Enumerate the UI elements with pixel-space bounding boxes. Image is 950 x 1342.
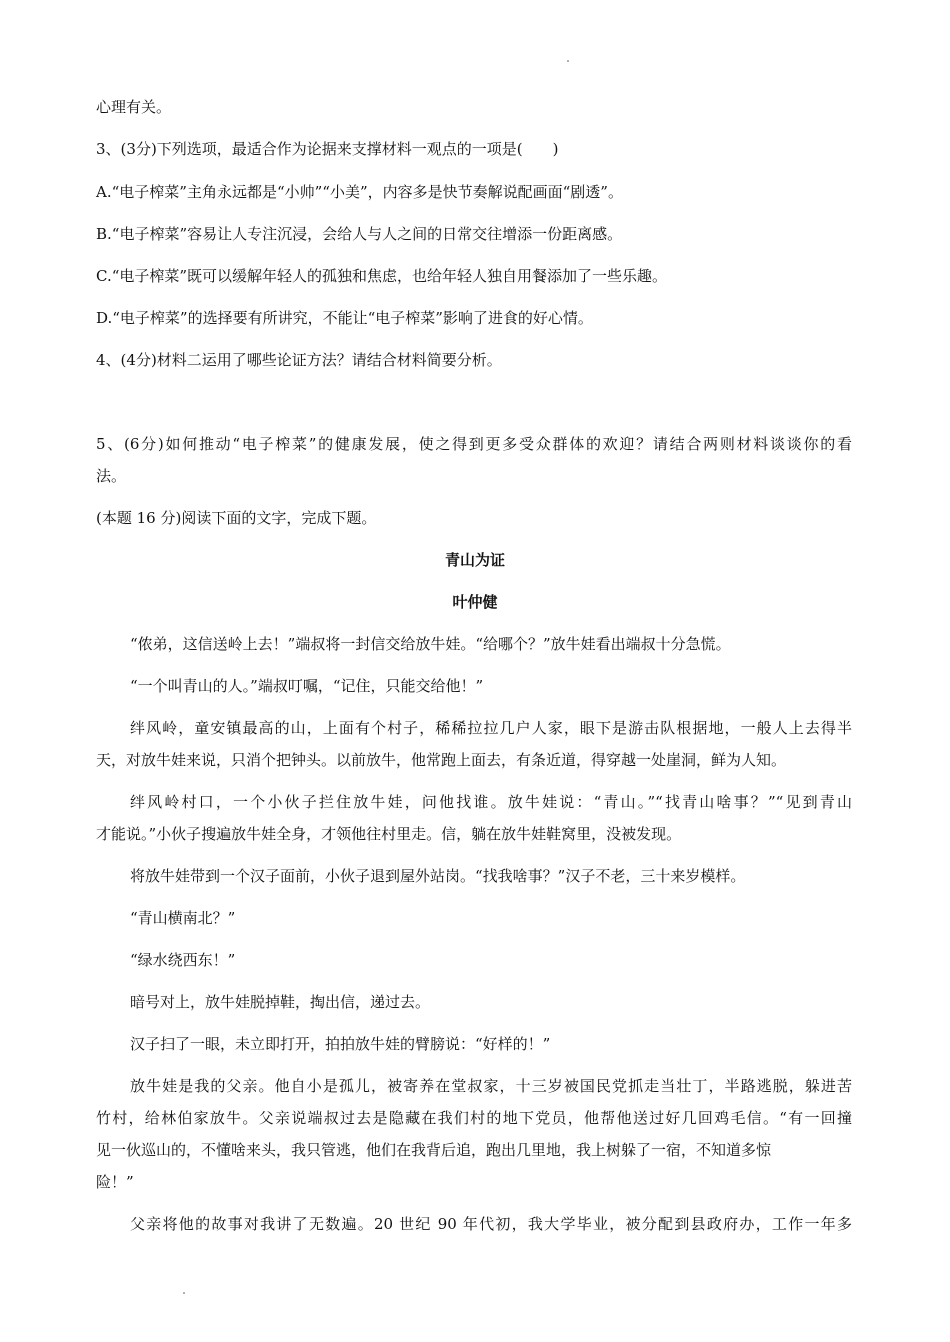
paragraph-line: 放牛娃是我的父亲。他自小是孤儿，被寄养在堂叔家，十三岁被国民党抓走当壮丁，半路逃脱，躲进苦 — [130, 1077, 852, 1095]
question-5-cont: 法。 — [96, 467, 127, 485]
paragraph-line: 将放牛娃带到一个汉子面前，小伙子退到屋外站岗。“找我啥事？”汉子不老，三十来岁模样。 — [130, 867, 746, 885]
dialogue-line: “绿水绕西东！” — [130, 951, 236, 969]
option-a: A.“电子榨菜”主角永远都是“小帅”“小美”，内容多是快节奏解说配画面“剧透”。 — [96, 183, 623, 201]
paragraph-line: 才能说。”小伙子搜遍放牛娃全身，才领他往村里走。信，躺在放牛娃鞋窝里，没被发现。 — [96, 825, 682, 843]
dialogue-line: “青山横南北？” — [130, 909, 236, 927]
paragraph-line: 绊风岭村口，一个小伙子拦住放牛娃，问他找谁。放牛娃说：“青山。”“找青山啥事？”“见到青山 — [130, 793, 852, 811]
paragraph-line: 暗号对上，放牛娃脱掉鞋，掏出信，递过去。 — [130, 993, 431, 1011]
paragraph-line: “一个叫青山的人。”端叔叮嘱，“记住，只能交给他！” — [130, 677, 484, 695]
scan-dot — [567, 60, 569, 62]
text-line: 心理有关。 — [96, 98, 172, 116]
question-5: 5、(6分)如何推动“电子榨菜”的健康发展，使之得到更多受众群体的欢迎？请结合两则材料谈谈你的看 — [96, 435, 852, 453]
paragraph-line: “侬弟，这信送岭上去！”端叔将一封信交给放牛娃。“给哪个？”放牛娃看出端叔十分急慌。 — [130, 635, 731, 653]
scan-dot — [183, 1292, 185, 1294]
paragraph-line: 见一伙巡山的，不懂啥来头，我只管逃，他们在我背后追，跑出几里地，我上树躲了一宿，不知道多惊 — [96, 1141, 772, 1159]
paragraph-line: 汉子扫了一眼，未立即打开，拍拍放牛娃的臂膀说：“好样的！” — [130, 1035, 551, 1053]
option-b: B.“电子榨菜”容易让人专注沉浸，会给人与人之间的日常交往增添一份距离感。 — [96, 225, 623, 243]
paragraph-line: 绊风岭，童安镇最高的山，上面有个村子，稀稀拉拉几户人家，眼下是游击队根据地，一般人上去得半 — [130, 719, 852, 737]
paragraph-line: 天，对放牛娃来说，只消个把钟头。以前放牛，他常跑上面去，有条近道，得穿越一处崖洞，鲜为人知。 — [96, 751, 787, 769]
story-title: 青山为证 — [444, 551, 505, 569]
option-d: D.“电子榨菜”的选择要有所讲究，不能让“电子榨菜”影响了进食的好心情。 — [96, 309, 593, 327]
story-author: 叶仲健 — [452, 593, 498, 611]
section-instruction: (本题 16 分)阅读下面的文字，完成下题。 — [96, 509, 377, 527]
question-4: 4、(4分)材料二运用了哪些论证方法？请结合材料简要分析。 — [96, 351, 502, 369]
paragraph-line: 竹村，给林伯家放牛。父亲说端叔过去是隐藏在我们村的地下党员，他帮他送过好几回鸡毛信。“有一回撞 — [96, 1109, 852, 1127]
paragraph-line: 父亲将他的故事对我讲了无数遍。20 世纪 90 年代初，我大学毕业，被分配到县政府办，工作一年多 — [130, 1215, 852, 1233]
paragraph-line: 险！” — [96, 1173, 134, 1191]
option-c: C.“电子榨菜”既可以缓解年轻人的孤独和焦虑，也给年轻人独自用餐添加了一些乐趣。 — [96, 267, 668, 285]
question-3: 3、(3分)下列选项，最适合作为论据来支撑材料一观点的一项是( ) — [96, 140, 559, 158]
